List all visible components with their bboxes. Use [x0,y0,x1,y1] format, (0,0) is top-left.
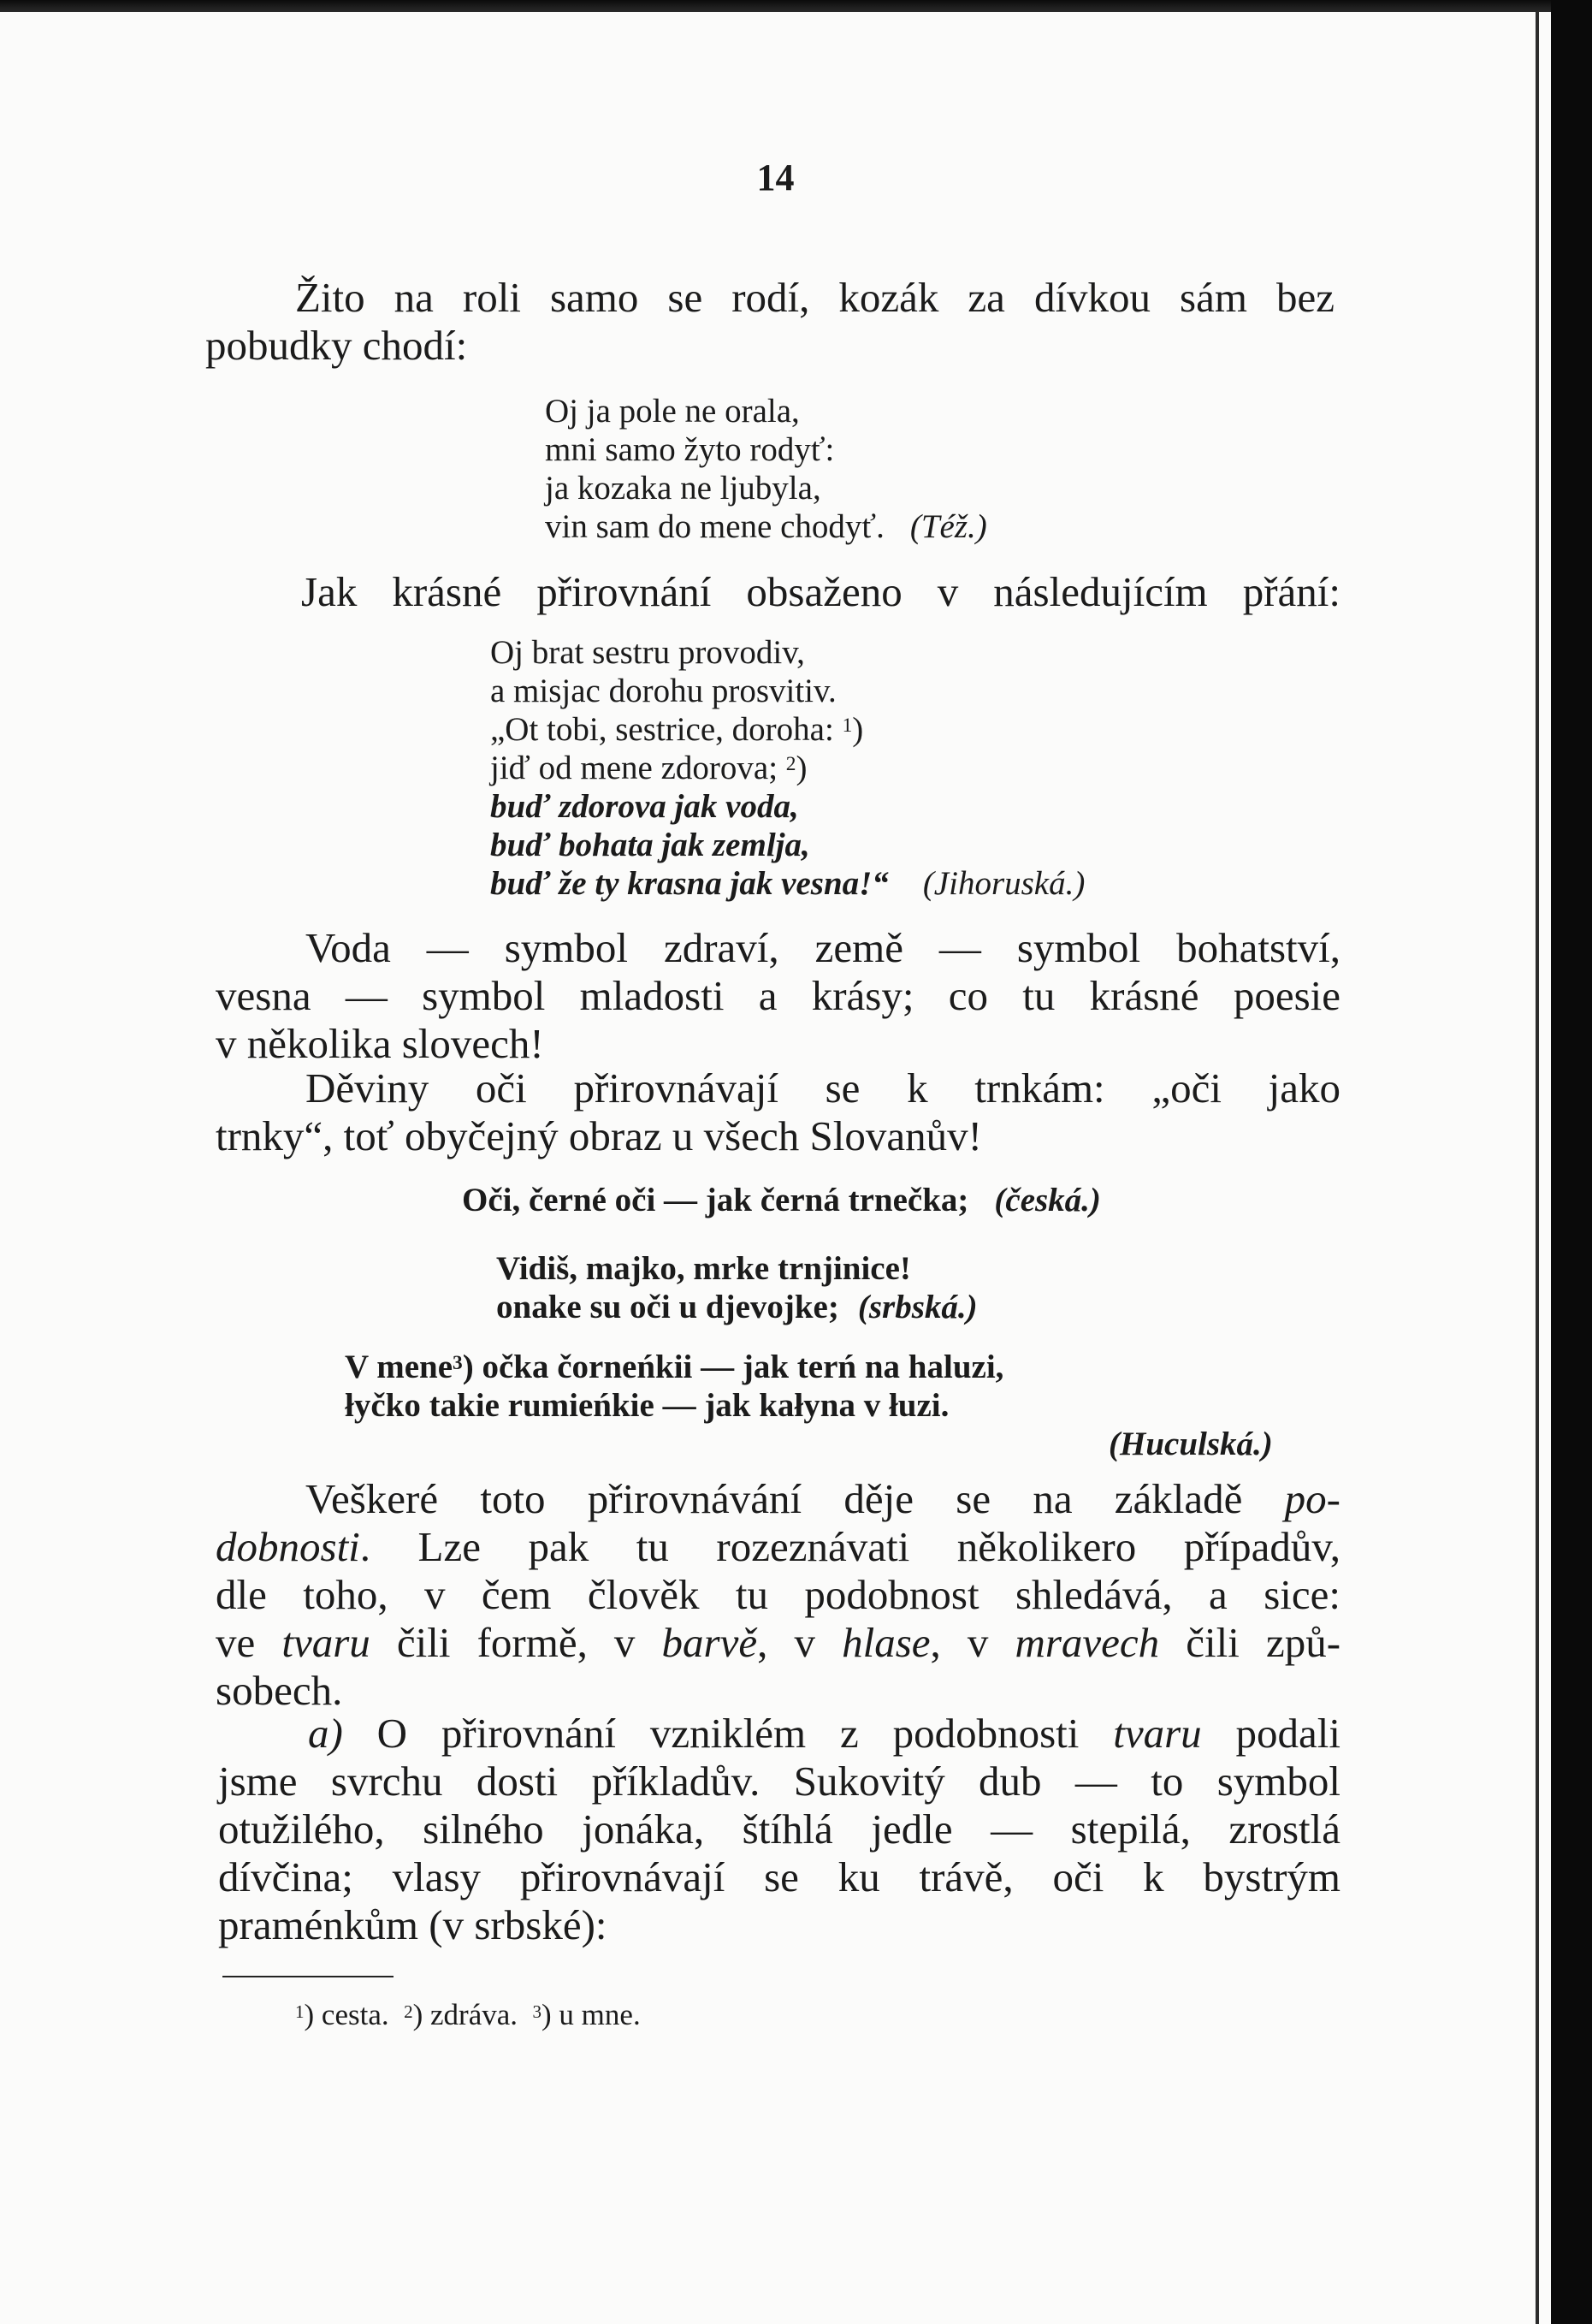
verse-line: a misjac dorohu prosvitiv. [490,673,837,709]
source-label: (srbská.) [857,1289,978,1325]
verse-line: Oj brat sestru provodiv, [490,634,805,671]
emphasis-text: mravech [1015,1619,1160,1666]
footnote-mark: 3 [453,1352,463,1374]
text-run: , v [757,1619,843,1666]
verse-line-text: ) očka čorneńkii — jak terń na haluzi, [462,1349,1004,1385]
footnote-rule [222,1976,394,1977]
verse-line: Oj ja pole ne orala, [545,393,800,430]
footnote-number: 1 [295,2001,305,2022]
verse-line: łyčko takie rumieńkie — jak kałyna v łuzi. [345,1387,950,1424]
text-line: Voda — symbol zdraví, země — symbol bohatství, [305,924,1340,971]
text-line: vesna — symbol mladosti a krásy; co tu krásné poesie [216,972,1340,1019]
text-line: dle toho, v čem člověk tu podobnost shledává, a sice: [216,1571,1340,1618]
verse-line [490,864,1085,903]
source-label: (česká.) [994,1182,1101,1218]
text-line: dívčina; vlasy přirovnávají se ku trávě, oči k bystrým [218,1853,1340,1900]
verse-line-text: onake su oči u djevojke; [496,1289,839,1325]
verse-line: Vidiš, majko, mrke trnjinice! [496,1250,911,1287]
paragraph-6 [218,1710,1340,1949]
emphasis-text: barvě [661,1619,758,1666]
verse-line [462,1181,1101,1219]
emphasis-text: tvaru [1113,1710,1202,1757]
verse-line: jiď od mene zdorova; $^2$) [490,750,808,786]
source-label: (Jihoruská.) [922,865,1086,902]
emphasis-text: dobnosti [216,1523,360,1570]
verse-line [545,507,987,546]
verse-line: ja kozaka ne ljubyla, [545,470,821,507]
text-line: Žito na roli samo se rodí, kozák za dívkou sám bez [295,274,1335,321]
verse-line-text: jiď od mene zdorova; [490,750,778,786]
text-line: v několika slovech! [216,1020,544,1067]
paragraph-4 [216,1064,1340,1160]
verse-line: mni samo žyto rodyť: [545,431,835,468]
footnotes [295,1998,641,2032]
text-run: , v [930,1619,1015,1666]
text-line [216,1523,1340,1571]
emphasis-text: tvaru [281,1619,370,1666]
source-label: (Též.) [909,508,987,545]
text-line [308,1710,1340,1758]
text-line: trnky“, toť obyčejný obraz u všech Slovanův! [216,1112,982,1159]
emphasis-text: po- [1284,1475,1340,1522]
paragraph-2 [301,568,1340,616]
verse-line [345,1425,1273,1463]
footnote-text: ) zdráva. [412,1998,518,2031]
verse-line-text: V mene [345,1349,453,1385]
footnote-text: ) u mne. [542,1998,641,2031]
footnote-number: 2 [404,2001,413,2022]
text-run: ve [216,1619,282,1666]
text-run: Veškeré toto přirovnávání děje se na základě [305,1475,1285,1522]
verse-hutsul [345,1348,1273,1463]
verse-line [496,1288,978,1326]
verse-czech [462,1181,1101,1219]
source-label: (Huculská.) [1109,1426,1273,1462]
paragraph-5 [216,1475,1340,1715]
verse-line: „Ot tobi, sestrice, doroha: $^1$) [490,711,864,748]
footnote-text: ) cesta. [304,1998,389,2031]
verse-line-text: Oči, černé oči — jak černá trnečka; [462,1182,969,1218]
text-run: . Lze pak tu rozeznávati několikero případův, [359,1523,1340,1570]
text-line: praménkům (v srbské): [218,1901,607,1948]
intro-paragraph [205,274,1335,370]
text-line [305,1475,1340,1523]
text-run: čili formě, v [370,1619,662,1666]
emphasis-text: hlase [842,1619,931,1666]
verse-line-text: „Ot tobi, sestrice, doroha: [490,711,834,748]
verse-line: buď bohata jak zemlja, [490,827,810,863]
page-spine-line [1536,12,1539,2324]
verse-line: buď zdorova jak voda, [490,788,799,825]
scan-top-edge [0,0,1592,12]
text-line: sobech. [216,1667,343,1714]
text-line: Děviny oči přirovnávají se k trnkám: „oči jako [305,1064,1340,1112]
text-line: pobudky chodí: [205,322,468,369]
text-line: jsme svrchu dosti příkladův. Sukovitý dub — to symbol [218,1758,1340,1805]
text-run: O přirovnání vzniklém z podobnosti [342,1710,1114,1757]
page-number: 14 [756,157,795,199]
verse-southrussian [490,633,1085,903]
paragraph-3 [216,924,1340,1068]
text-run: podali [1201,1710,1340,1757]
footnote-number: 3 [532,2001,542,2022]
list-label: a) [308,1710,343,1757]
verse-line [345,1348,1273,1386]
verse-serbian [496,1249,978,1326]
text-line: Jak krásné přirovnání obsaženo v následujícím přání: [301,568,1340,615]
verse-line-text: vin sam do mene chodyť. [545,508,885,545]
text-line [216,1619,1340,1667]
verse-line-text: buď že ty krasna jak vesna!“ [490,865,889,902]
footnote-mark: 2 [785,753,796,775]
text-run: čili způ- [1159,1619,1341,1666]
scan-right-edge [1551,0,1592,2324]
footnote-mark: 1 [842,714,853,737]
text-line: otužilého, silného jonáka, štíhlá jedle — stepilá, zrostlá [218,1805,1340,1853]
verse-ukrainian-1 [545,392,987,546]
